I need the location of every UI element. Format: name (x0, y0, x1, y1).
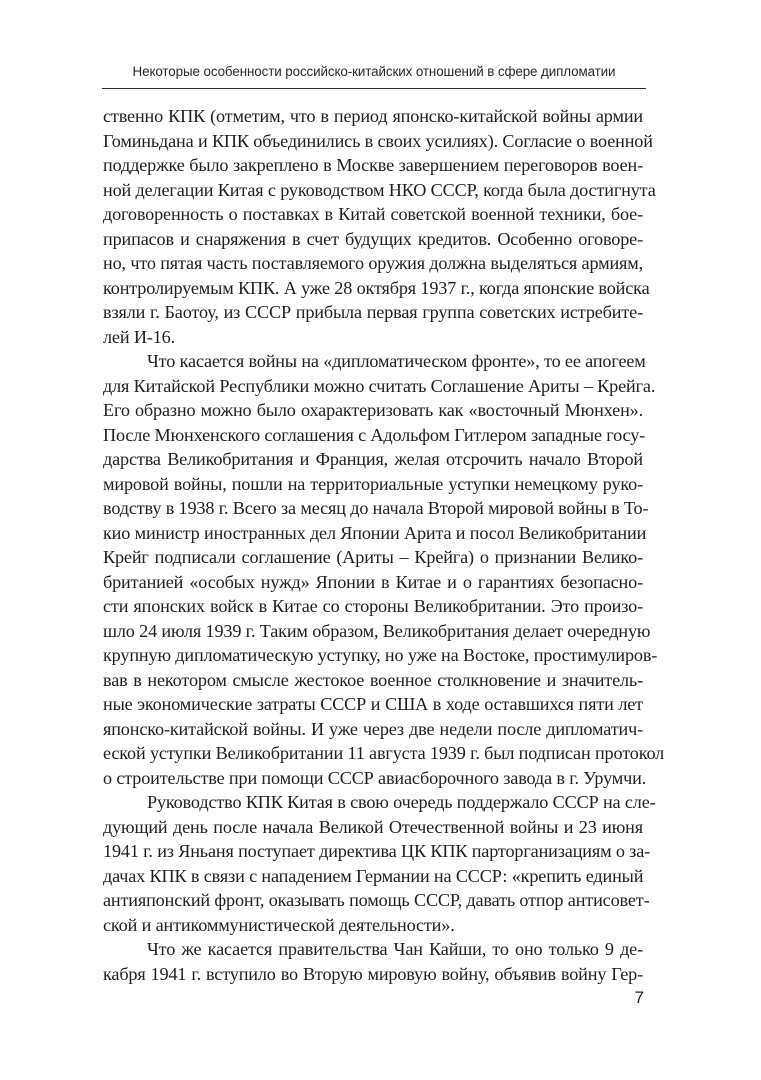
page-number: 7 (634, 988, 644, 1007)
text-line: Крейг подписали соглашение (Ариты – Крейга) о признании Велико- (103, 547, 643, 567)
text-line: британией «особых нужд» Японии в Китае и о гарантиях безопасно- (103, 571, 643, 592)
text-line: крупную дипломатическую уступку, но уже на Востоке, простимулиров- (103, 645, 658, 665)
text-line: Что касается войны на «дипломатическом фронте», то ее апогеем (147, 351, 646, 371)
paragraph (103, 937, 643, 986)
text-line: антияпонский фронт, оказывать помощь СССР, давать отпор антисовет- (103, 890, 650, 910)
body-text (103, 104, 665, 986)
text-line: дачах КПК в связи с нападением Германии на СССР: «крепить единый (103, 865, 644, 886)
text-line: но, что пятая часть поставляемого оружия должна выделяться армиям, (103, 253, 644, 273)
text-line: припасов и снаряжения в счет будущих кредитов. Особенно оговоре- (103, 228, 643, 249)
text-line: договоренность о поставках в Китай советской военной техники, бое- (103, 204, 643, 224)
text-line: Что же касается правительства Чан Кайши, то оно только 9 де- (147, 939, 643, 959)
paragraph (103, 790, 656, 937)
text-line: японско-китайской войны. И уже через две недели после дипломатич- (103, 718, 643, 739)
text-line: ской и антикоммунистической деятельности». (103, 914, 455, 935)
text-line: сти японских войск в Китае со стороны Великобритании. Это произо- (103, 596, 643, 616)
text-line: После Мюнхенского соглашения с Адольфом Гитлером западные госу- (103, 424, 646, 445)
text-line: кабря 1941 г. вступило во Вторую мировую войну, объявив войну Гер- (103, 963, 643, 984)
text-line: поддержке было закреплено в Москве завершением переговоров воен- (103, 155, 643, 175)
text-line: еской уступки Великобритании 11 августа 1939 г. был подписан протокол (103, 743, 665, 763)
text-line: ственно КПК (отметим, что в период японско-китайской войны армии (103, 106, 643, 126)
paragraph (103, 104, 656, 349)
text-line: о строительстве при помощи СССР авиасборочного завода в г. Урумчи. (103, 767, 647, 788)
text-line: ные экономические затраты СССР и США в ходе оставшихся пяти лет (103, 694, 643, 714)
text-line: Гоминьдана и КПК объединились в своих усилиях). Согласие о военной (103, 130, 653, 151)
text-line: ной делегации Китая с руководством НКО СССР, когда была достигнута (103, 179, 656, 200)
text-line: Руководство КПК Китая в свою очередь поддержало СССР на сле- (147, 792, 656, 812)
text-line: кио министр иностранных дел Японии Арита и посол Великобритании (103, 522, 647, 543)
header-rule (102, 88, 646, 89)
text-line: контролируемым КПК. А уже 28 октября 1937 г., когда японские войска (103, 277, 650, 298)
text-line: для Китайской Республики можно считать Соглашение Ариты – Крейга. (103, 375, 656, 396)
text-line: водству в 1938 г. Всего за месяц до начала Второй мировой войны в То- (103, 498, 649, 518)
text-line: Его образно можно было охарактеризовать как «восточный Мюнхен». (103, 400, 643, 420)
text-line: лей И-16. (103, 326, 176, 347)
text-line: взяли г. Баотоу, из СССР прибыла первая группа советских истребите- (103, 302, 643, 322)
text-line: дующий день после начала Великой Отечественной войны и 23 июня (103, 816, 643, 837)
paragraph (103, 349, 665, 790)
text-line: мировой войны, пошли на территориальные уступки немецкому руко- (103, 473, 643, 494)
text-line: шло 24 июля 1939 г. Таким образом, Великобритания делает очередную (103, 620, 651, 641)
text-line: вав в некотором смысле жестокое военное столкновение и значитель- (103, 669, 643, 690)
text-line: 1941 г. из Яньаня поступает директива ЦК КПК парторганизациям о за- (103, 841, 651, 861)
text-line: дарства Великобритания и Франция, желая отсрочить начало Второй (103, 449, 643, 469)
running-head: Некоторые особенности российско-китайских отношений в сфере дипломатии (132, 64, 616, 79)
